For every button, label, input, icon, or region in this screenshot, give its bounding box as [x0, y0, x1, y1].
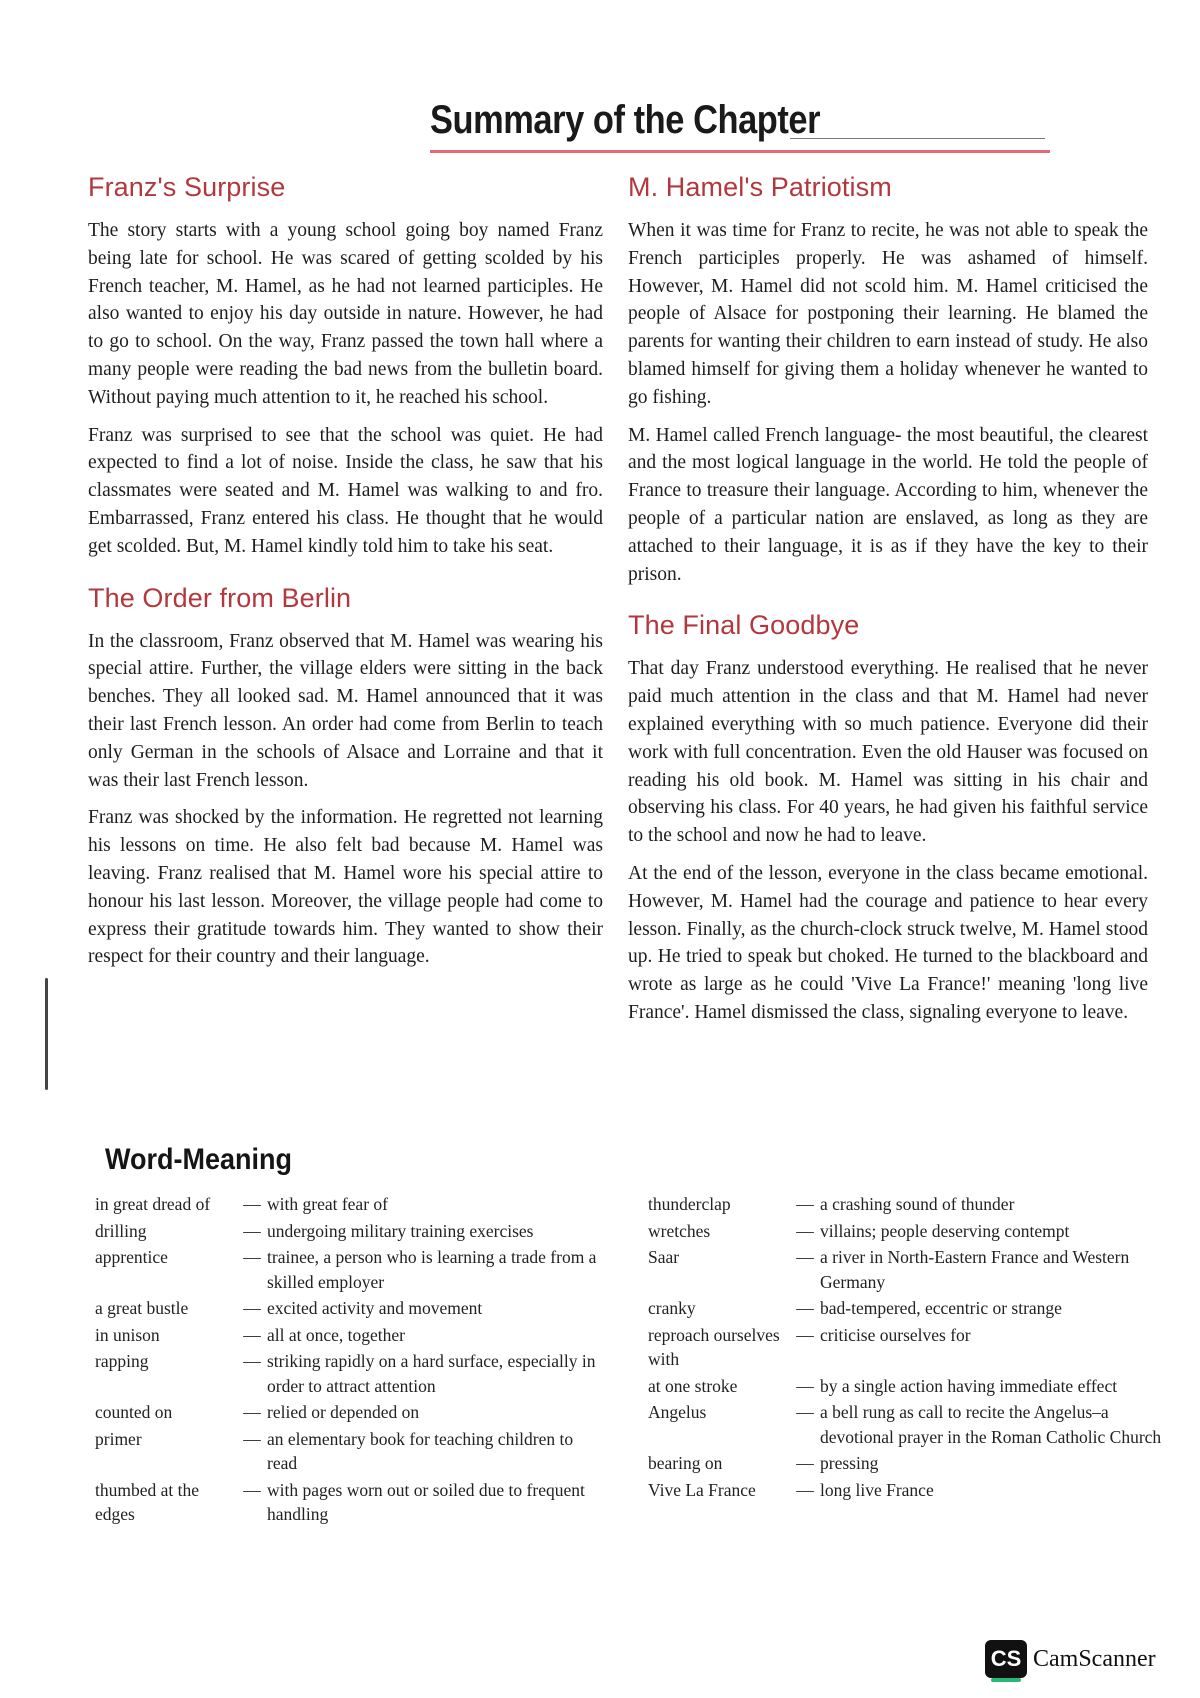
glossary-row	[648, 1323, 1168, 1372]
glossary-dash: —	[243, 1247, 261, 1267]
glossary-row	[95, 1323, 605, 1348]
glossary-word: primer	[95, 1428, 142, 1449]
glossary-row	[648, 1374, 1168, 1399]
word-meaning-title: Word-Meaning	[105, 1143, 292, 1176]
glossary-meaning: long live France	[820, 1479, 934, 1500]
camscanner-text: CamScanner	[1033, 1645, 1156, 1672]
glossary-word: thumbed at the edges	[95, 1479, 200, 1524]
word-meaning-left-list	[95, 1192, 605, 1529]
glossary-dash: —	[796, 1479, 814, 1500]
section-heading-franz-surprise: Franz's Surprise	[88, 172, 286, 202]
paragraph: That day Franz understood everything. He realised that he never paid much attention in the class and that M. Hamel had never explained everything with so much patience. Everyone did their work with full concentration. Even the old Hauser was focused on reading his old book. M. Hamel was sitting in his chair and observing his class. For 40 years, he had given his faithful service to the school and now he had to leave.	[628, 658, 1148, 847]
glossary-dash: —	[243, 1220, 261, 1241]
glossary-word: drilling	[95, 1220, 147, 1241]
glossary-meaning: by a single action having immediate effect	[820, 1375, 1118, 1396]
glossary-meaning: excited activity and movement	[267, 1298, 483, 1318]
glossary-meaning: villains; people deserving contempt	[820, 1220, 1070, 1241]
title-red-rule	[430, 150, 1050, 153]
glossary-dash: —	[796, 1298, 814, 1318]
glossary-meaning: criticise ourselves for	[820, 1324, 971, 1345]
camscanner-logo-icon: CS	[985, 1640, 1027, 1678]
glossary-word: in great dread of	[95, 1194, 211, 1214]
glossary-word: Angelus	[648, 1402, 707, 1422]
left-column	[88, 172, 603, 981]
paragraph: When it was time for Franz to recite, he was not able to speak the French participles properly. He was ashamed of himself. However, M. Hamel did not scold him. M. Hamel criticised the people of Alsace for postponing their learning. He blamed the parents for wanting their children to earn instead of study. He also blamed himself for giving them a holiday whenever he wanted to go fishing.	[628, 220, 1148, 408]
paragraph: In the classroom, Franz observed that M. Hamel was wearing his special attire. Further, the village elders were sitting in the back benches. They all looked sad. M. Hamel announced that it was their last French lesson. An order had come from Berlin to teach only German in the schools of Alsace and Lorraine and that it was their last French lesson.	[88, 630, 603, 791]
title-block	[430, 98, 1050, 143]
margin-pen-mark	[45, 978, 48, 1090]
glossary-row	[95, 1478, 605, 1527]
glossary-meaning: a river in North-Eastern France and Western Germany	[820, 1247, 1130, 1292]
glossary-row	[95, 1349, 605, 1398]
glossary-meaning: a bell rung as call to recite the Angelus–a devotional prayer in the Roman Catholic Church	[820, 1402, 1162, 1447]
glossary-meaning: striking rapidly on a hard surface, especially in order to attract attention	[267, 1351, 596, 1396]
glossary-word: rapping	[95, 1351, 149, 1371]
glossary-row	[648, 1296, 1168, 1321]
glossary-row	[648, 1245, 1168, 1294]
glossary-row	[648, 1400, 1168, 1449]
glossary-dash: —	[796, 1247, 814, 1267]
glossary-row	[95, 1245, 605, 1294]
glossary-row	[648, 1219, 1168, 1244]
glossary-dash: —	[243, 1324, 261, 1345]
paragraph: Franz was shocked by the information. He regretted not learning his lessons on time. He also felt bad because M. Hamel was leaving. Franz realised that M. Hamel wore his special attire to honour his last lesson. Moreover, the village people had come to express their gratitude towards him. They wanted to show their respect for their country and their language.	[88, 807, 603, 968]
glossary-row	[95, 1219, 605, 1244]
section-heading-hamel-patriotism: M. Hamel's Patriotism	[628, 172, 892, 202]
section-heading-order-from-berlin: The Order from Berlin	[88, 582, 352, 613]
page-title: Summary of the Chapter	[430, 98, 821, 142]
glossary-dash: —	[243, 1479, 261, 1500]
glossary-word: apprentice	[95, 1247, 168, 1267]
glossary-word: wretches	[648, 1220, 711, 1241]
glossary-row	[648, 1478, 1168, 1503]
glossary-meaning: pressing	[820, 1453, 879, 1473]
glossary-word: cranky	[648, 1298, 696, 1318]
glossary-dash: —	[796, 1324, 814, 1345]
glossary-meaning: trainee, a person who is learning a trade from a skilled employer	[267, 1247, 597, 1292]
glossary-row	[648, 1192, 1168, 1217]
glossary-word: counted on	[95, 1402, 173, 1422]
glossary-meaning: undergoing military training exercises	[267, 1220, 534, 1241]
camscanner-watermark	[985, 1640, 1156, 1678]
section-heading-final-goodbye: The Final Goodbye	[628, 610, 860, 641]
glossary-dash: —	[796, 1453, 814, 1473]
glossary-dash: —	[243, 1351, 261, 1371]
glossary-row	[95, 1296, 605, 1321]
paragraph: Franz was surprised to see that the school was quiet. He had expected to find a lot of noise. Inside the class, he saw that his classmates were seated and M. Hamel was walking to and fro. Embarrassed, Franz entered his class. He thought that he would get scolded. But, M. Hamel kindly told him to take his seat.	[88, 424, 603, 557]
glossary-meaning: an elementary book for teaching children to read	[267, 1428, 574, 1473]
glossary-dash: —	[796, 1194, 814, 1214]
glossary-word: bearing on	[648, 1453, 723, 1473]
glossary-dash: —	[243, 1194, 261, 1214]
glossary-word: at one stroke	[648, 1375, 738, 1396]
glossary-meaning: all at once, together	[267, 1324, 405, 1345]
right-column	[628, 172, 1148, 1037]
glossary-word: in unison	[95, 1324, 160, 1345]
paragraph: The story starts with a young school going boy named Franz being late for school. He was scared of getting scolded by his French teacher, M. Hamel, as he had not learned participles. He also wanted to enjoy his day outside in nature. However, he had to go to school. On the way, Franz passed the town hall where a many people were reading the bad news from the bulletin board. Without paying much attention to it, he reached his school.	[88, 220, 603, 408]
glossary-meaning: with pages worn out or soiled due to frequent handling	[267, 1479, 585, 1524]
paragraph: M. Hamel called French language- the most beautiful, the clearest and the most logical language in the world. He told the people of France to treasure their language. According to him, whenever the people of a particular nation are enslaved, as long as they are attached to their language, it is as if they have the key to their prison.	[628, 424, 1148, 585]
glossary-meaning: a crashing sound of thunder	[820, 1194, 1015, 1214]
glossary-word: Vive La France	[648, 1479, 756, 1500]
glossary-word: a great bustle	[95, 1298, 189, 1318]
glossary-row	[95, 1192, 605, 1217]
glossary-word: Saar	[648, 1247, 680, 1267]
glossary-dash: —	[243, 1428, 261, 1449]
word-meaning-right-list	[648, 1192, 1168, 1504]
glossary-row	[95, 1400, 605, 1425]
glossary-word: reproach ourselves with	[648, 1324, 780, 1369]
glossary-dash: —	[796, 1375, 814, 1396]
paragraph: At the end of the lesson, everyone in the class became emotional. However, M. Hamel had the courage and patience to hear every lesson. Finally, as the church-clock struck twelve, M. Hamel stood up. He tried to speak but choked. He turned to the blackboard and wrote as large as he could 'Vive La France!' meaning 'long live France'. Hamel dismissed the class, signaling everyone to leave.	[628, 862, 1148, 1023]
glossary-dash: —	[243, 1298, 261, 1318]
glossary-row	[648, 1451, 1168, 1476]
glossary-word: thunderclap	[648, 1194, 731, 1214]
glossary-dash: —	[796, 1220, 814, 1241]
glossary-meaning: bad-tempered, eccentric or strange	[820, 1298, 1062, 1318]
glossary-row	[95, 1427, 605, 1476]
glossary-dash: —	[796, 1402, 814, 1422]
glossary-dash: —	[243, 1402, 261, 1422]
glossary-meaning: relied or depended on	[267, 1402, 420, 1422]
glossary-meaning: with great fear of	[267, 1194, 388, 1214]
title-underline	[790, 138, 1045, 139]
